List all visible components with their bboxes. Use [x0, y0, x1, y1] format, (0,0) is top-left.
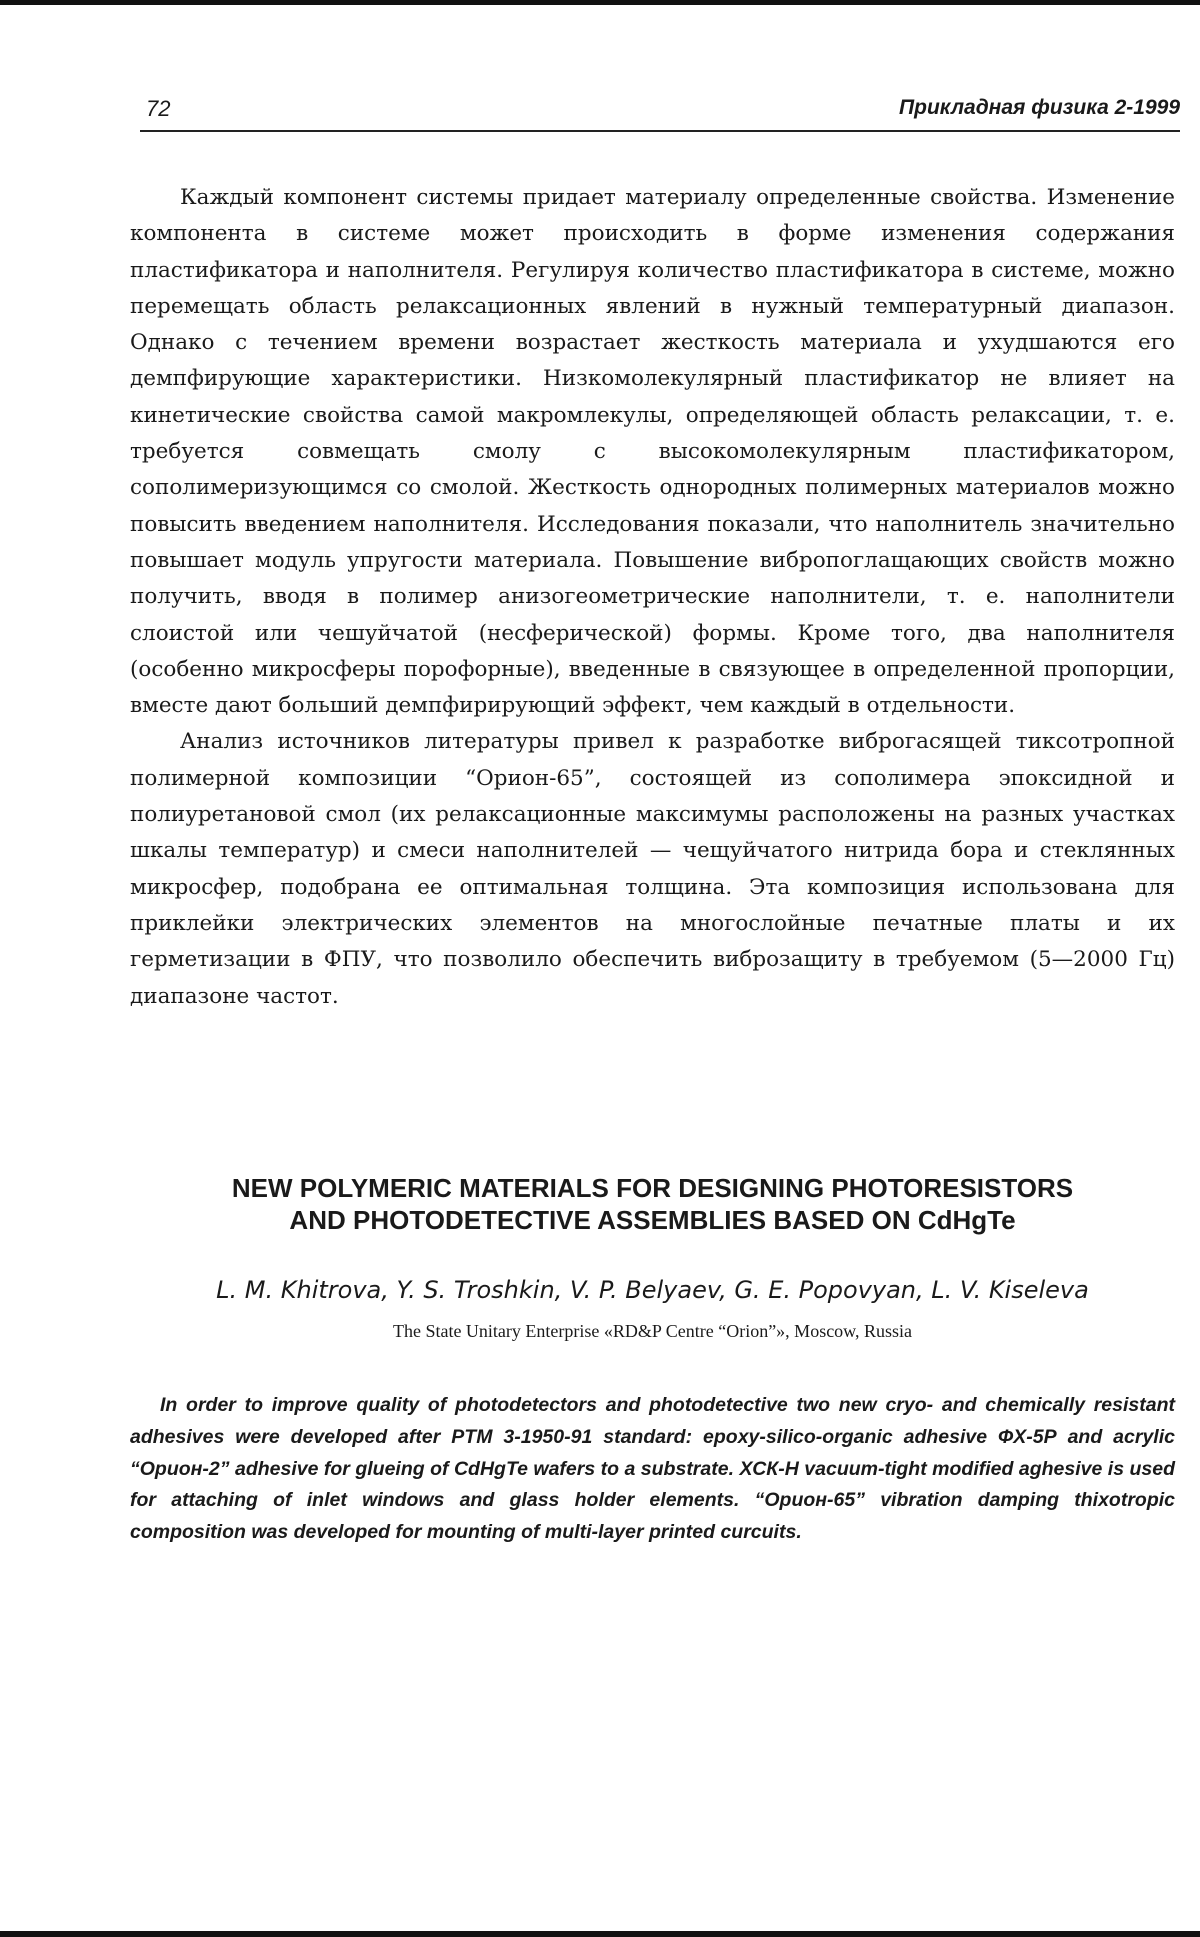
top-border-rule — [0, 0, 1200, 5]
article-abstract — [130, 1390, 1175, 1549]
article-title-line: NEW POLYMERIC MATERIALS FOR DESIGNING PHOTORESISTORS — [231, 1173, 1074, 1203]
bottom-border-rule — [0, 1931, 1200, 1937]
page-number: 72 — [146, 96, 171, 121]
article-affiliation: The State Unitary Enterprise «RD&P Centre “Orion”», Moscow, Russia — [392, 1321, 913, 1341]
article-title — [130, 1172, 1175, 1236]
body-text — [130, 180, 1175, 1015]
journal-title: Прикладная физика 2-1999 — [899, 96, 1180, 119]
running-header — [140, 96, 1180, 132]
article-title-line: AND PHOTODETECTIVE ASSEMBLIES BASED ON CdHgTe — [289, 1205, 1016, 1235]
body-paragraph: Каждый компонент системы придает материалу определенные свойства. Изменение компонента в системе может происходить в форме изменения содержания пластификатора и наполнителя. Регулируя количество пластификатора в системе, можно перемещать область релаксационных явлений в нужный температурный диапазон. Однако с течением времени возрастает жесткость материала и ухудшаются его демпфирующие характеристики. Низкомолекулярный пластификатор не влияет на кинетические свойства самой макромлекулы, определяющей область релаксации, т. е. требуется совмещать смолу с высокомолекулярным пластификатором, сополимеризующимся со смолой. Жесткость однородных полимерных материалов можно повысить введением наполнителя. Исследования показали, что наполнитель значительно повышает модуль упругости материала. Повышение вибропоглащающих свойств можно получить, вводя в полимер анизогеометрические наполнители, т. е. наполнители слоистой или чешуйчатой (несферической) формы. Кроме того, два наполнителя (особенно микросферы порофорные), введенные в связующее в определенной пропорции, вместе дают больший демпфирирующий эффект, чем каждый в отдельности. — [130, 185, 1175, 719]
abstract-text: In order to improve quality of photodetectors and photodetective two new cryo- and chemically resistant adhesives were developed after PTM 3-1950-91 standard: epoxy-silico-organic adhesive ФХ-5Р and acrylic “Орион-2” adhesive for glueing of CdHgTe wafers to a substrate. ХСК-Н vacuum-tight modified aghesive is used for attaching of inlet windows and glass holder elements. “Орион-65” vibration damping thixotropic composition was developed for mounting of multi-layer printed curcuits. — [130, 1394, 1175, 1544]
body-paragraph: Анализ источников литературы привел к разработке виброгасящей тиксотропной полимерной композиции “Орион-65”, состоящей из сополимера эпоксидной и полиуретановой смол (их релаксационные максимумы расположены на разных участках шкалы температур) и смеси наполнителей — чещуйчатого нитрида бора и стеклянных микросфер, подобрана ее оптимальная толщина. Эта композиция использована для приклейки электрических элементов на многослойные печатные платы и их герметизации в ФПУ, что позволило обеспечить виброзащиту в требуемом (5—2000 Гц) диапазоне частот. — [130, 729, 1175, 1009]
article-authors: L. M. Khitrova, Y. S. Troshkin, V. P. Belyaev, G. E. Popovyan, L. V. Kiseleva — [216, 1276, 1089, 1304]
